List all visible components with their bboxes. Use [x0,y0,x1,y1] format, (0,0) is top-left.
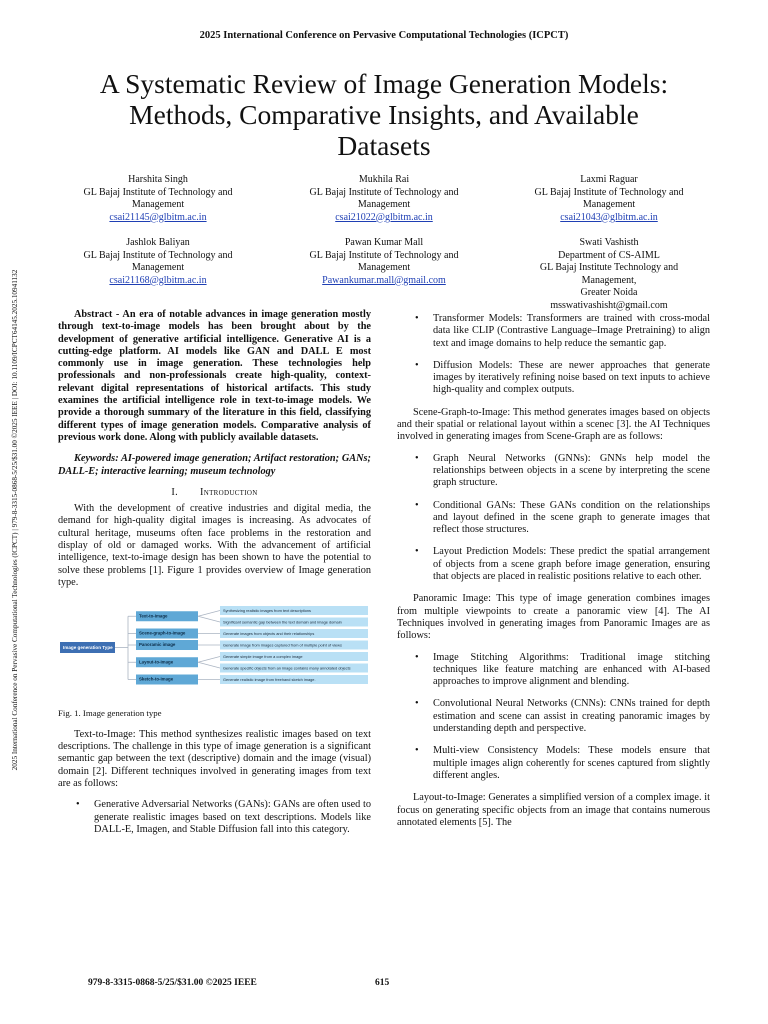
footer-isbn: 979-8-3315-0868-5/25/$31.00 ©2025 IEEE [88,978,257,988]
bullet-icon: • [76,799,80,811]
author-block [499,174,719,224]
author-block [48,237,268,287]
list-item [397,745,710,782]
list-item [397,500,710,537]
author-name: Mukhila Rai [358,174,410,185]
list-item-text: Image Stitching Algorithms: Traditional image stitching techniques like feature matching are enhanced with AI-based approaches to improve alignment and blending. [433,651,710,688]
right-column [397,313,710,838]
list-item [397,698,710,735]
author-email[interactable]: csai21022@glbitm.ac.in [335,211,433,223]
title-line: Methods, Comparative Insights, and Available [129,99,639,130]
bullet-icon: • [415,313,419,324]
figure-item-label: Generate simple image from a complex image [223,654,303,660]
author-block [48,174,268,224]
author-email: msswativashisht@gmail.com [550,299,668,311]
author-affiliation: Management, [581,274,637,286]
title-line: A Systematic Review of Image Generation Models: [99,68,669,99]
author-affiliation: GL Bajaj Institute of Technology and [309,186,459,198]
list-item [58,799,371,836]
figure-type-label: Layout-to-image [139,659,174,665]
figure-1 [58,598,371,702]
list-item-text: Convolutional Neural Networks (CNNs): CNNs trained for depth estimation and scene can assist in creating panoramic images by understanding depth and perspective. [433,698,710,735]
figure-type-label: Sketch-to-image [139,676,174,682]
author-affiliation: Department of CS-AIML [558,249,660,261]
author-block [274,237,494,287]
left-column [58,309,371,846]
author-name: Laxmi Raguar [580,174,638,185]
list-item-text: Diffusion Models: These are newer approaches that generate images by iteratively refining noise based on text inputs to achieve high-quality and complex outputs. [433,359,710,396]
intro-paragraph: With the development of creative industries and digital media, the demand for high-quality digital images is increasing. As advocates of cultural heritage, museums often face problems in the restoration and display of old or damaged works. With the advancement of artificial intelligence, text-to-image design has been shown to have the potential to solve these problems [1]. Figure 1 provides overview of Image generation type. [58,503,371,588]
figure-item-label: Generate images from objects and their relationships [223,631,315,637]
author-block [499,237,719,312]
figure-caption: Fig. 1. Image generation type [58,707,162,718]
technique-list [397,313,710,397]
bullet-icon: • [415,499,419,511]
panoramic-paragraph: Panoramic Image: This type of image generation combines images from multiple viewpoints to create a panoramic view [4]. The AI Techniques involved in generating images from Panoramic Images are as follows: [397,593,710,642]
list-item-text: Graph Neural Networks (GNNs): GNNs help model the relationships between objects in a scene by interpreting the scene graph structure. [433,452,710,489]
author-affiliation: GL Bajaj Institute of Technology and [534,186,684,198]
list-item-text: Multi-view Consistency Models: These models ensure that multiple images align coherently for scenes captured from slightly different angles. [433,745,710,781]
side-citation [5,170,25,870]
author-email[interactable]: csai21145@glbitm.ac.in [109,211,207,223]
figure-type-label: Scene-graph-to-image [139,630,186,636]
figure-item-label: Generate realistic image from freehand sketch image. [223,677,316,683]
keywords: Keywords: AI-powered image generation; Artifact restoration; GANs; DALL-E; interactive learning; museum technology [58,453,371,477]
image-generation-type-diagram [58,598,371,698]
author-affiliation: GL Bajaj Institute Technology and [539,262,679,273]
section-title: Introduction [200,486,258,498]
author-affiliation: Greater Noida [580,287,638,298]
bullet-icon: • [415,651,419,663]
paper-title [30,68,738,161]
author-email[interactable]: Pawankumar.mall@gmail.com [322,274,446,286]
technique-list [58,799,371,836]
author-name: Jashlok Baliyan [126,237,190,248]
text-to-image-paragraph: Text-to-Image: This method synthesizes realistic images based on text descriptions. The challenge in this type of image generation is a significant semantic gap between the text (descriptive) domain and the image (visual) domain [2]. Different techniques involved in generating images from text are as follows: [58,728,371,790]
author-affiliation: GL Bajaj Institute of Technology and [309,249,459,261]
figure-connector [198,657,220,663]
bullet-icon: • [415,546,419,558]
list-item [397,546,710,583]
figure-type-label: Panoramic image [139,642,176,648]
figure-item-label: Generate specific objects from an image contains many annotated objects [223,665,351,671]
conference-header: 2025 International Conference on Pervasive Computational Technologies (ICPCT) [199,30,569,41]
author-name: Pawan Kumar Mall [344,237,424,248]
abstract: Abstract - An era of notable advances in image generation mostly through text-to-image models has been brought about by the development of generative artificial intelligence. Generative AI is a cutting-edge platform. AI models like GAN and DALL E most commonly use in image generation. These technologies help professionals and non-professionals create high-quality, context-relevant digital representations of historical artifacts. This study examines the artificial intelligence role in text-to-image models. We provide a thorough summary of the literature in this field, classifying different types of image generation models. Comparative analysis of previous work done. Along with publicly available datasets. [58,309,371,443]
list-item-text: Conditional GANs: These GANs condition on the relationships and layout defined in the scene graph to generate images that reflect those structures. [433,499,710,536]
list-item [397,313,710,350]
author-affiliation: GL Bajaj Institute of Technology and [83,249,233,261]
page-number: 615 [375,978,390,988]
author-affiliation: Management [131,262,185,273]
figure-root-label: Image generation Type [63,645,113,651]
bullet-icon: • [415,452,419,464]
bullet-icon: • [415,359,419,371]
bullet-icon: • [415,698,419,710]
author-email[interactable]: csai21168@glbitm.ac.in [109,274,207,286]
author-name: Swati Vashisth [579,237,639,248]
list-item [397,652,710,689]
figure-connector [198,611,220,617]
list-item-text: Layout Prediction Models: These predict the spatial arrangement of objects from a scene graph before image generation, ensuring that objects are placed in realistic positions relative to each other. [433,546,710,583]
author-affiliation: Management [131,199,185,210]
figure-connector [198,616,220,622]
technique-list [397,453,710,584]
figure-type-label: Text-to-image [139,613,168,619]
list-item-text: Transformer Models: Transformers are trained with cross-modal data like CLIP (Contrastive Language–Image Pretraining) to align text and image domains to help reduce the semantic gap. [433,313,710,349]
bullet-icon: • [415,745,419,757]
author-affiliation: Management [357,262,411,273]
section-heading [58,487,371,499]
title-line: Datasets [337,130,431,161]
author-affiliation: Management [357,199,411,210]
section-number: I. [171,486,178,498]
side-citation-text: 2025 International Conference on Pervasive Computational Technologies (ICPCT) | 979-8-3315-0868-5/25/$31.00 ©2025 IEEE | DOI: 10.1109/ICPCT64145.2025.10941132 [11,269,19,771]
author-affiliation: Management [582,199,636,210]
layout-paragraph: Layout-to-Image: Generates a simplified version of a complex image. it focus on generating specific objects from an image that contains numerous annotated elements [5]. The [397,792,710,828]
technique-list [397,652,710,783]
author-block [274,174,494,224]
author-name: Harshita Singh [128,174,188,185]
author-affiliation: GL Bajaj Institute of Technology and [83,186,233,198]
list-item [397,360,710,397]
figure-connector [198,662,220,668]
scene-graph-paragraph: Scene-Graph-to-Image: This method generates images based on objects and their spatial or relational layout within a scenec [3]. the AI Techniques involved in generating images from Scene-Graph are as follows: [397,406,710,443]
figure-item-label: Generate image from images captured from of multiple point of views [223,642,342,648]
list-item [397,453,710,490]
list-item-text: Generative Adversarial Networks (GANs): GANs are often used to generate realistic images based on text descriptions. Models like DALL-E, Imagen, and Stable Diffusion fall into this category. [94,799,371,835]
author-email[interactable]: csai21043@glbitm.ac.in [560,211,658,223]
figure-item-label: Synthesizing realistic images from text descriptions [223,608,312,614]
figure-item-label: Significant semantic gap between the text domain and image domain [223,619,342,625]
